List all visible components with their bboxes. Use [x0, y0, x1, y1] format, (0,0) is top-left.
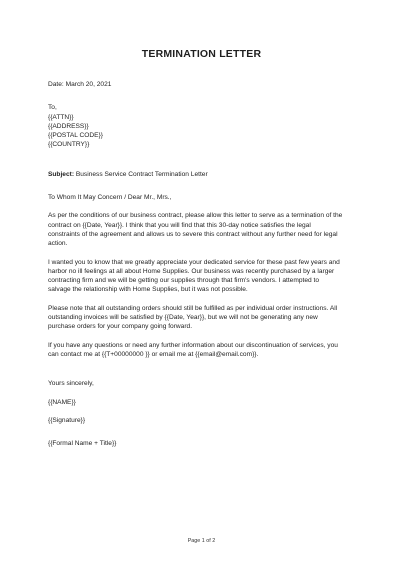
paragraph-line: As per the conditions of our business contract, please allow this letter to serve as a termination of the	[48, 212, 343, 220]
subject-text: Business Service Contract Termination Letter	[75, 170, 208, 178]
page-number: Page 1 of 2	[187, 538, 216, 544]
letter-date: Date: March 20, 2021	[48, 81, 112, 88]
sender-name: {{NAME}}	[48, 398, 76, 406]
paragraph-line: action.	[48, 240, 68, 248]
paragraph-line: salvage the relationship with Home Supplies, but it was not possible.	[48, 286, 248, 294]
salutation: To Whom It May Concern / Dear Mr., Mrs.,	[48, 194, 172, 202]
recipient-country: {{COUNTRY}}	[48, 141, 90, 149]
document-title: TERMINATION LETTER	[141, 48, 262, 60]
letter-body	[48, 80, 358, 448]
paragraph-line: constraints of the agreement and allows us to severe this contract without any further need for legal	[48, 230, 338, 238]
recipient-block	[48, 103, 358, 149]
paragraph-line: outstanding invoices will be satisfied by {{Date, Year}}, but we will not be generating any new	[48, 314, 318, 322]
paragraph-line: contract on {{Date, Year}}. I think that you will find that this 30-day notice satisfies the legal	[48, 221, 311, 229]
paragraph-line: can contact me at {{T+00000000 }} or email me at {{email@email.com}}.	[48, 350, 259, 358]
recipient-to: To,	[48, 104, 57, 112]
paragraph-line: I wanted you to know that we greatly appreciate your dedicated service for these past few years and	[48, 258, 340, 266]
signature: {{Signature}}	[48, 416, 86, 424]
paragraph-3	[48, 304, 358, 332]
recipient-postal-code: {{POSTAL CODE}}	[48, 132, 103, 140]
subject-label: Subject:	[48, 170, 75, 178]
subject-line	[48, 170, 358, 179]
paragraph-line: purchase orders for your company going forward.	[48, 323, 193, 331]
paragraph-line: contracting firm and we will be getting our supplies through that firm's vendors. I attempted to	[48, 277, 320, 285]
paragraph-2	[48, 258, 358, 295]
paragraph-line: harbor no ill feelings at all about Home Supplies. Our business was recently purchased by a larger	[48, 267, 335, 275]
paragraph-1	[48, 211, 358, 248]
formal-name-title: {{Formal Name + Title}}	[48, 440, 117, 448]
paragraph-line: If you have any questions or need any further information about our discontinuation of services, you	[48, 341, 338, 349]
paragraph-line: Please note that all outstanding orders should still be fulfilled as per individual order instructions. All	[48, 304, 338, 312]
recipient-attn: {{ATTN}}	[48, 113, 74, 121]
recipient-address: {{ADDRESS}}	[48, 122, 89, 130]
paragraph-4	[48, 341, 358, 360]
closing: Yours sincerely,	[48, 380, 94, 388]
